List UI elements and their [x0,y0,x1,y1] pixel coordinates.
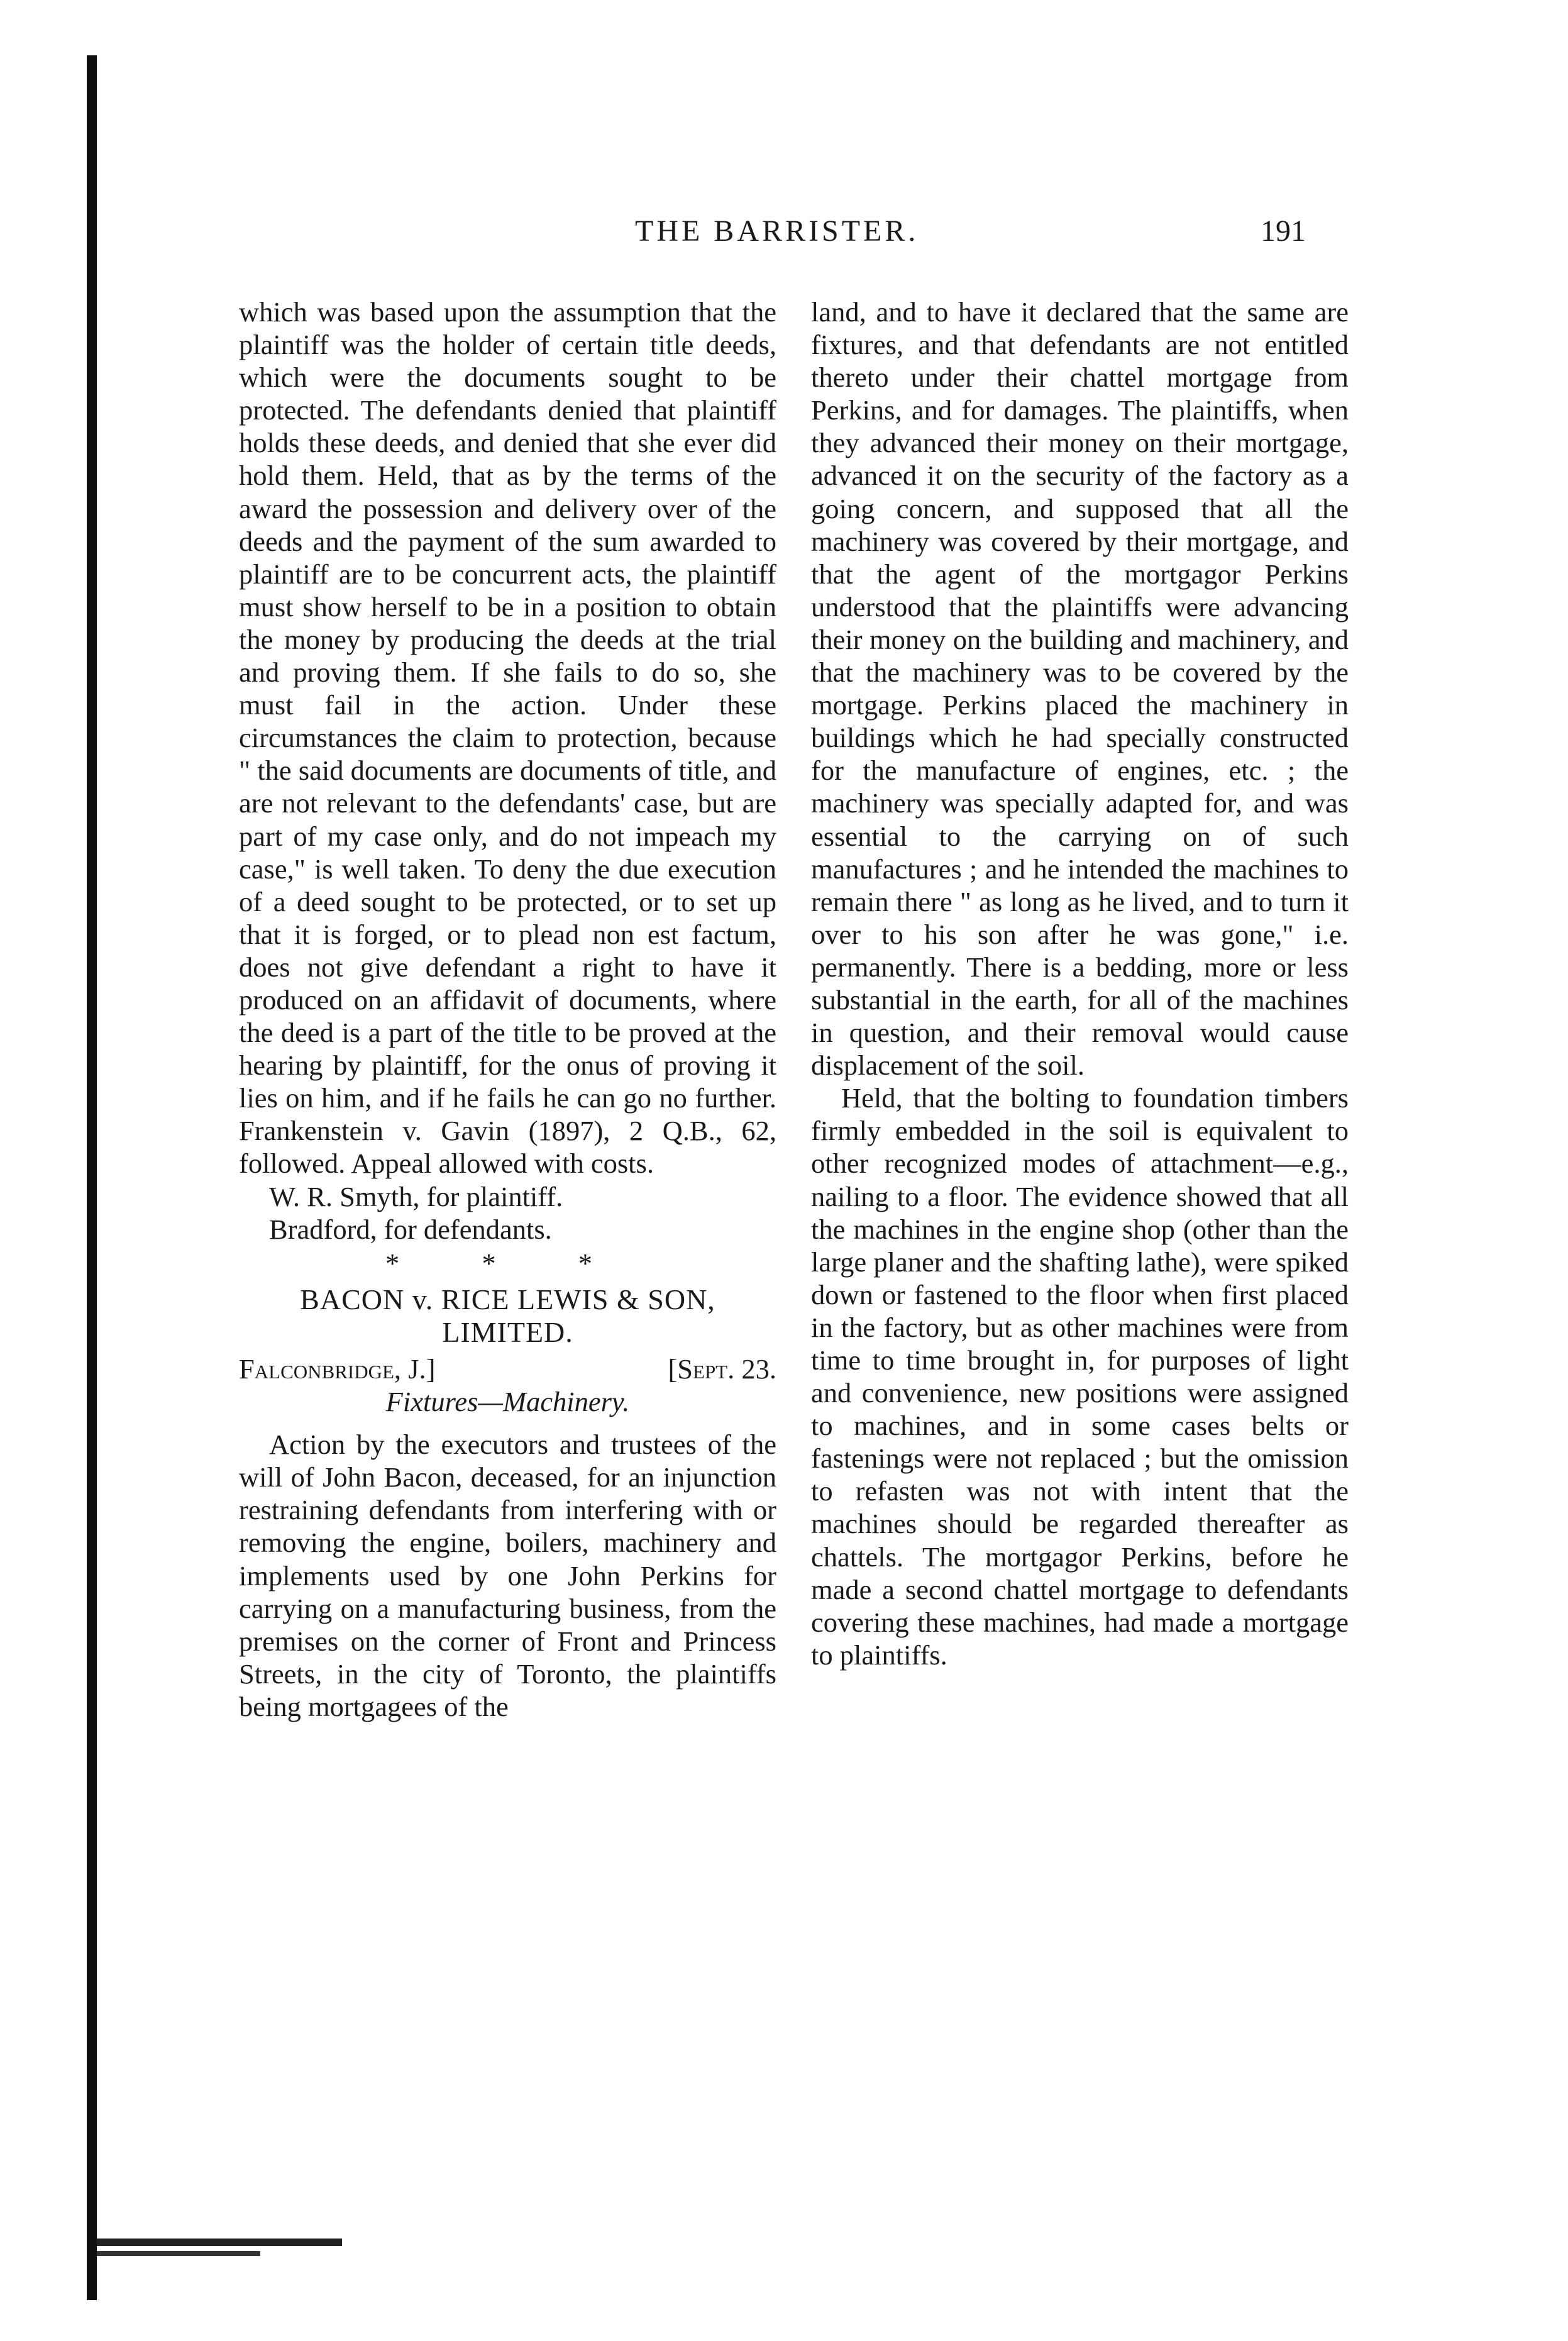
page-binding-foot-shadow [97,2251,260,2256]
judge-line [239,1353,776,1385]
counsel-defendants: Bradford, for defendants. [269,1213,552,1245]
page-number: 191 [1261,214,1306,248]
decision-date: [Sept. 23. [668,1353,776,1385]
case-title: BACON v. RICE LEWIS & SON, LIMITED. [300,1283,715,1348]
right-column [811,296,1349,1671]
right-paragraph-continued: land, and to have it declared that the same are fixtures, and that defendants are not entitled thereto under their chattel mortgage from Perkins, and for damages. The plaintiffs, when they advanced their money on their mortgage, advanced it on the security of the factory as a going concern, and supposed that all the machinery was covered by their mortgage, and that the agent of the mortgagor Perkins understood that the plaintiffs were advancing their money on the building and machinery, and that the machinery was to be covered by the mortgage. Perkins placed the machinery in buildings which he had specially constructed for the manufacture of engines, etc. ; the machinery was specially adapted for, and was essential to the carrying on of such manufactures ; and he intended the machines to remain there " as long as he lived, and to turn it over to his son after he was gone," i.e. permanently. There is a bedding, more or less substantial in the earth, for all of the machines in question, and their removal would cause displacement of the soil. [811,296,1349,1082]
section-separator: * * * [385,1247,630,1279]
running-head: THE BARRISTER. [635,214,919,248]
judge-name: Falconbridge, J.] [239,1353,436,1385]
page-binding-edge [87,55,97,2300]
case-opening-paragraph: Action by the executors and trustees of the will of John Bacon, deceased, for an injunction restraining defendants from interfering with or removing the engine, boilers, machinery and implements used by one John Perkins for carrying on a manufacturing business, from the premises on the corner of Front and Princess Streets, in the city of Toronto, the plaintiffs being mortgagees of the [239,1429,776,1722]
left-column [239,296,776,1723]
page-binding-foot [97,2239,342,2246]
case-subject: Fixtures—Machinery. [385,1386,630,1418]
held-paragraph: Held, that the bolting to foundation timbers firmly embedded in the soil is equivalent to other recognized modes of attachment—e.g., nailing to a floor. The evidence showed that all the machines in the engine shop (other than the large planer and the shafting lathe), were spiked down or fastened to the floor when first placed in the factory, but as other machines were from time to time brought in, for purposes of light and convenience, new positions were assigned to machines, and in some cases belts or fastenings were not replaced ; but the omission to refasten was not with intent that the machines should be regarded thereafter as chattels. The mortgagor Perkins, before he made a second chattel mortgage to defendants covering these machines, had made a mortgage to plaintiffs. [811,1082,1349,1671]
left-paragraph-continued: which was based upon the assumption that the plaintiff was the holder of certain title deeds, which were the documents sought to be protected. The defendants denied that plaintiff holds these deeds, and denied that she ever did hold them. Held, that as by the terms of the award the possession and delivery over of the deeds and the payment of the sum awarded to plaintiff are to be concurrent acts, the plaintiff must show herself to be in a position to obtain the money by producing the deeds at the trial and proving them. If she fails to do so, she must fail in the action. Under these circumstances the claim to protection, because " the said documents are documents of title, and are not relevant to the defendants' case, but are part of my case only, and do not impeach my case," is well taken. To deny the due execution of a deed sought to be protected, or to set up that it is forged, or to plead non est factum, does not give defendant a right to have it produced on an affidavit of documents, where the deed is a part of the title to be proved at the hearing by plaintiff, for the onus of proving it lies on him, and if he fails he can go no further. Frankenstein v. Gavin (1897), 2 Q.B., 62, followed. Appeal allowed with costs. [239,296,776,1180]
counsel-plaintiff: W. R. Smyth, for plaintiff. [269,1180,563,1212]
